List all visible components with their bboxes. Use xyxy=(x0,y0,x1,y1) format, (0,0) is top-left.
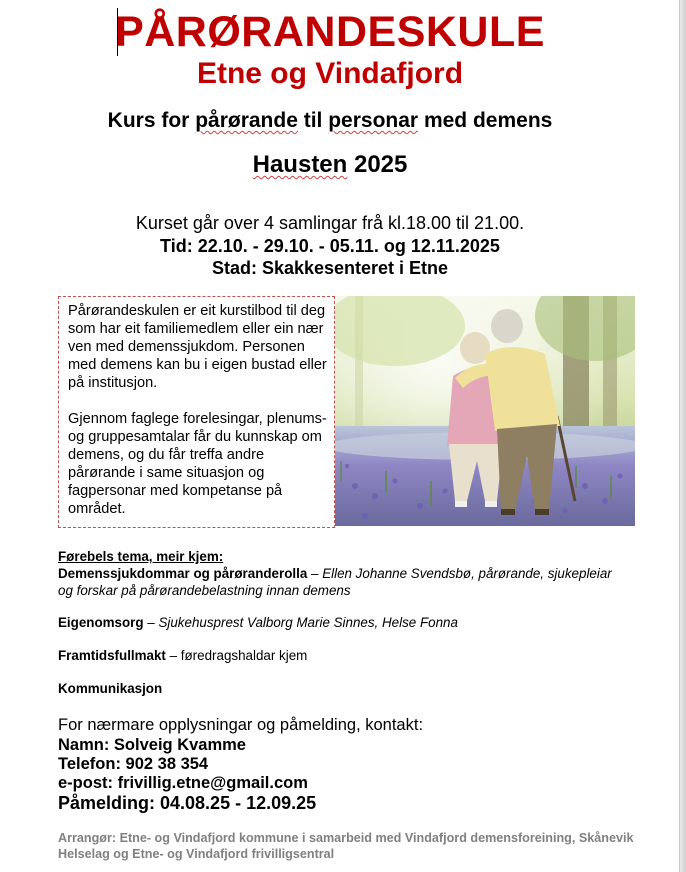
intro-text-box xyxy=(58,296,335,528)
heading-text-1: Kurs for xyxy=(107,109,196,132)
topic-separator: – xyxy=(143,615,159,630)
course-location: Stad: Skakkesenteret i Etne xyxy=(211,258,449,278)
poster-subtitle: Etne og Vindafjord xyxy=(196,57,464,90)
heading-text-3: med demens xyxy=(418,109,553,132)
page-edge xyxy=(679,0,686,872)
season-heading xyxy=(0,148,660,182)
course-sessions: Kurset går over 4 samlingar frå kl.18.00 til 21.00. xyxy=(135,213,525,233)
heading-word-personar: personar xyxy=(328,109,419,132)
topic-detail: Sjukehusprest Valborg Marie Sinnes, Helse Fonna xyxy=(158,615,458,630)
topic-item xyxy=(58,680,618,697)
contact-phone: Telefon: 902 38 354 xyxy=(58,755,209,773)
season-word: Hausten xyxy=(252,151,348,178)
topic-detail: Ellen Johanne Svendsbø, pårørande, sjukepleiar og forskar på pårørandebelastning innan demens xyxy=(58,566,612,598)
season-year: 2025 xyxy=(347,151,408,178)
topic-title: Demenssjukdommar og pårøranderolla xyxy=(58,566,308,581)
elderly-couple-photo xyxy=(335,296,635,526)
course-heading xyxy=(0,106,660,136)
topic-title: Eigenomsorg xyxy=(58,615,144,630)
topic-detail: føredragshaldar kjem xyxy=(180,648,308,663)
topic-title: Framtidsfullmakt xyxy=(58,648,166,663)
organizer-footer: Arrangør: Etne- og Vindafjord kommune i samarbeid med Vindafjord demensforeining, Skånevik Helselag og Etne- og Vindafjord frivilligsentral xyxy=(58,831,634,861)
heading-word-pararande: pårørande xyxy=(195,109,298,132)
poster-title: PÅRØRANDESKULE xyxy=(115,8,545,56)
topic-separator: – xyxy=(307,566,323,581)
contact-intro: For nærmare opplysningar og påmelding, kontakt: xyxy=(58,716,424,734)
topic-item xyxy=(58,647,618,664)
topic-title: Kommunikasjon xyxy=(58,681,163,696)
topic-item xyxy=(58,565,618,599)
topics-header-text: Førebels tema, meir kjem: xyxy=(58,549,224,564)
topics-header xyxy=(58,548,618,565)
course-dates: Tid: 22.10. - 29.10. - 05.11. og 12.11.2025 xyxy=(160,236,500,256)
contact-name: Namn: Solveig Kvamme xyxy=(58,736,246,754)
heading-text-2: til xyxy=(297,109,329,132)
signup-period: Påmelding: 04.08.25 - 12.09.25 xyxy=(58,793,317,813)
intro-paragraph-2: Gjennom faglege forelesingar, plenums- og gruppesamtalar får du kunnskap om demens, og du får treffa andre pårørande i same situasjon og fagpersonar med kompetanse på området. xyxy=(68,411,327,517)
contact-email: e-post: frivillig.etne@gmail.com xyxy=(58,774,308,792)
topic-separator: – xyxy=(165,648,181,663)
intro-paragraph-1: Pårørandeskulen er eit kurstilbod til deg som har eit familiemedlem eller ein nær ven med demenssjukdom. Personen med demens kan bu i eigen bustad eller på institusjon. xyxy=(68,303,327,391)
topic-item xyxy=(58,614,618,631)
